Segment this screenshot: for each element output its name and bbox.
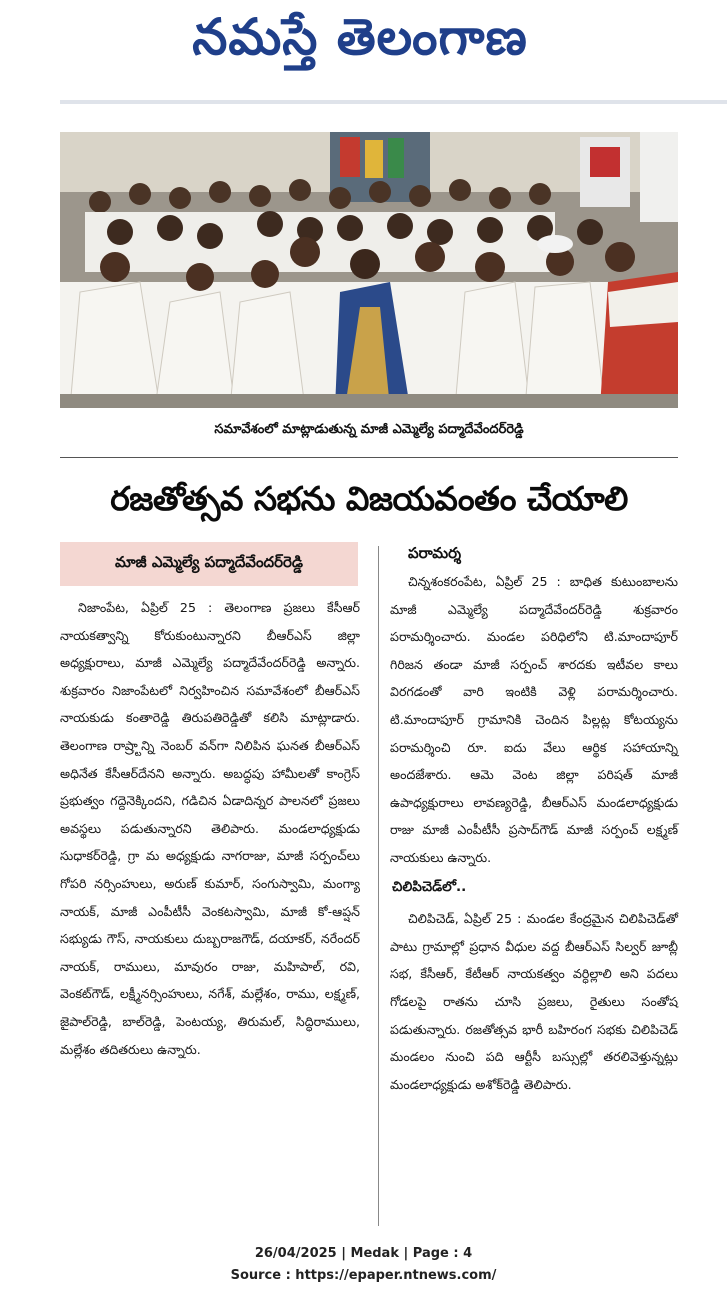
right-subheading: చిలిపిచెడ్‌లో.. — [392, 878, 467, 895]
right-paragraph-2: చిలిపిచెడ్, ఏప్రిల్ 25 : మండల కేంద్రమైన చిలిపిచెడ్‌తో పాటు గ్రామాల్లో ప్రధాన వీధుల వద్ద బీఆర్‌ఎస్ సిల్వర్ జూబ్లీ సభ, కేసీఆర్, కేటీఆర్ నాయకత్వం వర్ధిల్లాలి అని పదలు గోడలపై రాతను చూసి ప్రజలు, రైతులు సంతోష పడుతున్నారు. రజతోత్సవ భారీ బహిరంగ సభకు చిలిపిచెడ్ మండలం నుంచి పది ఆర్టీసీ బస్సుల్లో తరలివెళ్తున్నట్లు మండలాధ్యక్షుడు అశోక్‌రెడ్డి తెలిపారు. — [390, 911, 678, 1092]
masthead-divider — [60, 100, 727, 104]
footer-source-link[interactable]: Source : https://epaper.ntnews.com/ — [230, 1268, 497, 1283]
left-article-body — [60, 594, 360, 1063]
masthead-title: నమస్తే తెలంగాణ — [192, 7, 528, 66]
column-divider — [378, 546, 379, 1226]
right-article-heading: పరామర్శ — [408, 544, 462, 562]
right-paragraph: చిన్నశంకరంపేట, ఏప్రిల్ 25 : బాధిత కుటుంబాలను మాజీ ఎమ్మెల్యే పద్మాదేవేందర్‌రెడ్డి శుక్రవారం పరామర్శించారు. మండల పరిధిలోని టి.మాందాపూర్ గిరిజన తండా మాజీ సర్పంచ్ శారదకు ఇటీవల కాలు విరగడంతో వారి ఇంటికి వెళ్లి పరామర్శించారు. టి.మాందాపూర్ గ్రామానికి చెందిన పిల్లట్ల కోటయ్యను పరామర్శించి రూ. ఐదు వేలు ఆర్థిక సహాయాన్ని అందజేశారు. ఆమె వెంట జిల్లా పరిషత్ మాజీ ఉపాధ్యక్షురాలు లావణ్యరెడ్డి, బీఆర్‌ఎస్ మండలాధ్యక్షుడు రాజు మాజీ ఎంపీటీసీ ప్రసాద్‌గౌడ్ మాజీ సర్పంచ్ లక్ష్మణ్ నాయకులు ఉన్నారు. — [390, 574, 678, 865]
group-photo-illustration — [60, 132, 678, 408]
group-photo — [60, 132, 678, 408]
photo-caption: సమావేశంలో మాట్లాడుతున్న మాజీ ఎమ్మెల్యే పద్మాదేవేందర్‌రెడ్డి — [214, 422, 524, 437]
footer-date-line: 26/04/2025 | Medak | Page : 4 — [254, 1246, 473, 1261]
left-paragraph: నిజాంపేట, ఏప్రిల్ 25 : తెలంగాణ ప్రజలు కేసీఆర్ నాయకత్వాన్ని కోరుకుంటున్నారని బీఆర్‌ఎస్ జిల్లా అధ్యక్షురాలు, మాజీ ఎమ్మెల్యే పద్మాదేవేందర్‌రెడ్డి అన్నారు. శుక్రవారం నిజాంపేటలో నిర్వహించిన సమావేశంలో బీఆర్‌ఎస్ నాయకుడు కంతారెడ్డి తిరుపతిరెడ్డితో కలిసి మాట్లాడారు. తెలంగాణ రాష్ర్టాన్ని నెంబర్ వన్‌గా నిలిపిన ఘనత బీఆర్‌ఎస్ అధినేత కేసీఆర్‌దేనని అన్నారు. అబద్ధపు హామీలతో కాంగ్రెస్ ప్రభుత్వం గద్దెనెక్కిందని, గడిచిన ఏడాదిన్నర పాలనలో ప్రజలు అవస్థలు పడుతున్నారని తెలిపారు. మండలాధ్యక్షుడు సుధాకర్‌రెడ్డి, గ్రా మ అధ్యక్షుడు నాగరాజు, మాజీ సర్పంచ్‌లు గోపరి నర్సింహులు, అరుణ్ కుమార్, సంగుస్వామి, మంగ్యా నాయక్, మాజీ ఎంపీటీసీ వెంకటస్వామి, మాజీ కో-ఆప్షన్ సభ్యుడు గౌస్, నాయకులు దుబ్బరాజగౌడ్, దయాకర్, నరేందర్ నాయక్, రాములు, మావురం రాజు, మహిపాల్, రవి, వెంకట్‌గౌడ్, లక్ష్మీనర్సింహులు, నగేశ్, మల్లేశం, రాము, లక్ష్మణ్, జైపాల్‌రెడ్డి, బాల్‌రెడ్డి, పెంటయ్య, తిరుమల్, సిద్ధిరాములు, మల్లేశం తదితరులు ఉన్నారు. — [60, 600, 360, 1057]
article-headline: రజతోత్సవ సభను విజయవంతం చేయాలి — [110, 478, 628, 518]
caption-divider — [60, 457, 678, 458]
left-subhead: మాజీ ఎమ్మెల్యే పద్మాదేవేందర్‌రెడ్డి — [60, 542, 358, 586]
right-article-body — [390, 568, 678, 1098]
